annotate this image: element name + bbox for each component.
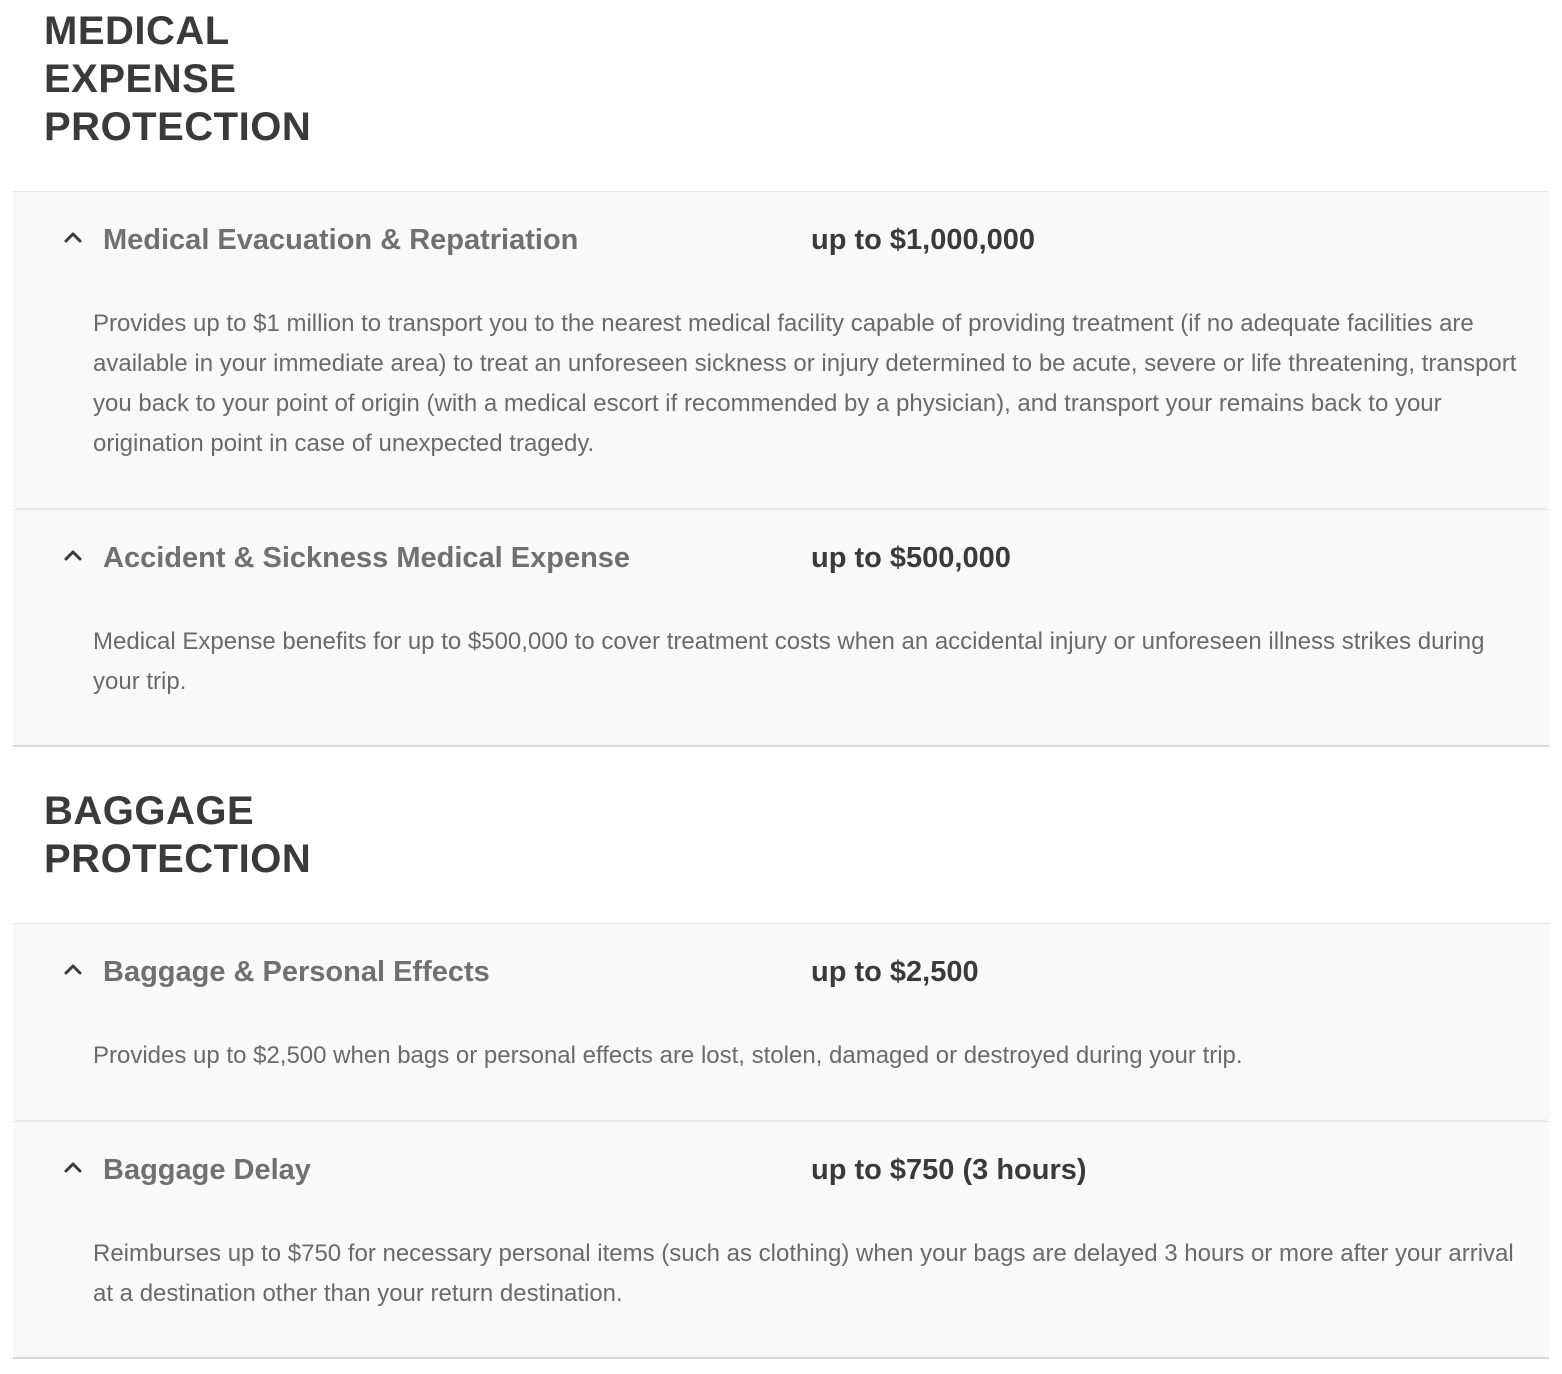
coverage-description: Medical Expense benefits for up to $500,000 to cover treatment costs when an accidental injury or unforeseen illness strikes during your trip. xyxy=(93,628,1485,695)
coverage-name: Baggage Delay xyxy=(103,1154,311,1186)
chevron-up-icon[interactable] xyxy=(63,1160,83,1174)
chevron-up-icon[interactable] xyxy=(63,230,83,244)
accordion-item-baggage-delay xyxy=(13,1121,1549,1359)
coverage-name: Accident & Sickness Medical Expense xyxy=(103,542,631,574)
accordion-item-medical-evacuation xyxy=(13,191,1549,509)
section-title-line: MEDICAL xyxy=(44,9,230,53)
coverage-amount: up to $500,000 xyxy=(811,542,1011,574)
coverage-name: Medical Evacuation & Repatriation xyxy=(103,224,579,256)
accordion-header-medical-evacuation[interactable] xyxy=(13,192,1549,288)
coverage-description: Reimburses up to $750 for necessary personal items (such as clothing) when your bags are delayed 3 hours or more after your arrival at a destination other than your return destination. xyxy=(93,1240,1514,1307)
accordion-header-baggage-effects[interactable] xyxy=(13,924,1549,1020)
coverage-amount: up to $750 (3 hours) xyxy=(811,1154,1087,1186)
coverage-name: Baggage & Personal Effects xyxy=(103,956,490,988)
section-title-line: PROTECTION xyxy=(44,837,312,881)
coverage-amount: up to $2,500 xyxy=(811,956,979,988)
coverage-description: Provides up to $1 million to transport you to the nearest medical facility capable of providing treatment (if no adequate facilities are available in your immediate area) to treat an unforeseen sickness or injury determined to be acute, severe or life threatening, transport you back to your point of origin (with a medical escort if recommended by a physician), and transport your remains back to your origination point in case of unexpected tragedy. xyxy=(93,310,1517,457)
coverage-amount: up to $1,000,000 xyxy=(811,224,1036,256)
medical-accordion xyxy=(13,191,1549,747)
chevron-up-icon[interactable] xyxy=(63,962,83,976)
section-title-baggage xyxy=(44,787,444,883)
accordion-header-accident-sickness[interactable] xyxy=(13,510,1549,606)
accordion-header-baggage-delay[interactable] xyxy=(13,1122,1549,1218)
accordion-item-baggage-effects xyxy=(13,923,1549,1121)
baggage-accordion xyxy=(13,923,1549,1359)
section-title-line: EXPENSE xyxy=(44,57,237,101)
section-title-line: PROTECTION xyxy=(44,105,312,149)
chevron-up-icon[interactable] xyxy=(63,548,83,562)
section-title-line: BAGGAGE xyxy=(44,789,255,833)
section-title-medical xyxy=(44,7,444,151)
coverage-description: Provides up to $2,500 when bags or personal effects are lost, stolen, damaged or destroyed during your trip. xyxy=(93,1042,1243,1069)
accordion-item-accident-sickness xyxy=(13,509,1549,747)
